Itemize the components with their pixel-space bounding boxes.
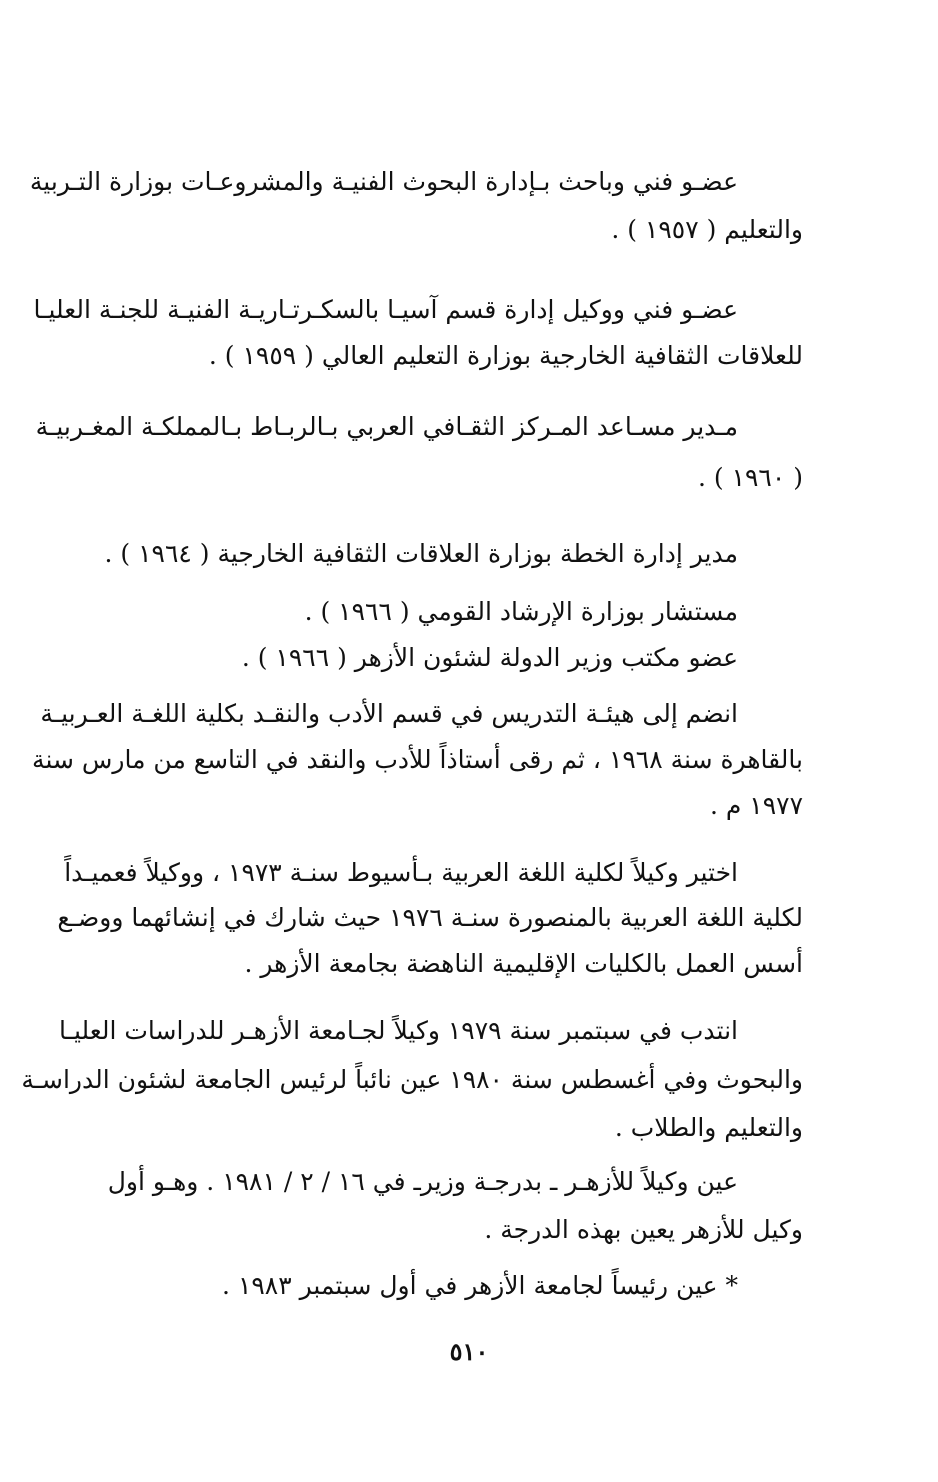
paragraph-7-line-1: اختير وكيلاً لكلية اللغة العربية بـأسيوط سنـة ١٩٧٣ ، ووكيلاً فعميـداً: [64, 858, 738, 887]
paragraph-6-line-1: انضم إلى هيئـة التدريس في قسم الأدب والنقـد بكلية اللغـة العـربيـة: [40, 699, 738, 728]
paragraph-10-line-1: * عين رئيساً لجامعة الأزهر في أول سبتمبر ١٩٨٣ .: [222, 1271, 738, 1300]
paragraph-8-line-3: والتعليم والطلاب .: [614, 1113, 803, 1142]
paragraph-5-line-1: مستشار بوزارة الإرشاد القومي ( ١٩٦٦ ) .: [304, 597, 738, 626]
paragraph-8-line-1: انتدب في سبتمبر سنة ١٩٧٩ وكيلاً لجـامعة الأزهـر للدراسات العليـا: [59, 1016, 738, 1045]
paragraph-6-line-3: ١٩٧٧ م .: [709, 791, 803, 820]
paragraph-2-line-1: عضـو فني ووكيل إدارة قسم آسيـا بالسكـرتـاريـة الفنيـة للجنـة العليـا: [33, 295, 738, 324]
paragraph-5-line-2: عضو مكتب وزير الدولة لشئون الأزهر ( ١٩٦٦ ) .: [241, 643, 738, 672]
paragraph-3-line-2: ( ١٩٦٠ ) .: [697, 463, 803, 492]
paragraph-9-line-1: عين وكيلاً للأزهـر ـ بدرجـة وزيرـ في ١٦ / ٢ / ١٩٨١ . وهـو أول: [107, 1167, 738, 1196]
page-number: ٥١٠: [449, 1337, 489, 1366]
paragraph-2-line-2: للعلاقات الثقافية الخارجية بوزارة التعليم العالي ( ١٩٥٩ ) .: [208, 341, 803, 370]
paragraph-1-line-1: عضـو فني وباحث بـإدارة البحوث الفنيـة والمشروعـات بوزارة التـربية: [29, 167, 738, 196]
paragraph-6-line-2: بالقاهرة سنة ١٩٦٨ ، ثم رقى أستاذاً للأدب والنقد في التاسع من مارس سنة: [32, 745, 803, 774]
paragraph-1-line-2: والتعليم ( ١٩٥٧ ) .: [611, 215, 803, 244]
paragraph-7-line-2: لكلية اللغة العربية بالمنصورة سنـة ١٩٧٦ حيث شارك في إنشائهما ووضـع: [57, 903, 803, 932]
paragraph-9-line-2: وكيل للأزهر يعين بهذه الدرجة .: [484, 1215, 803, 1244]
paragraph-4-line-1: مدير إدارة الخطة بوزارة العلاقات الثقافية الخارجية ( ١٩٦٤ ) .: [104, 539, 738, 568]
paragraph-7-line-3: أسس العمل بالكليات الإقليمية الناهضة بجامعة الأزهر .: [244, 949, 803, 978]
paragraph-8-line-2: والبحوث وفي أغسطس سنة ١٩٨٠ عين نائباً لرئيس الجامعة لشئون الدراسـة: [21, 1065, 803, 1094]
paragraph-3-line-1: مـدير مسـاعد المـركز الثقـافي العربي بـالربـاط بـالمملكـة المغـربيـة: [35, 412, 738, 441]
